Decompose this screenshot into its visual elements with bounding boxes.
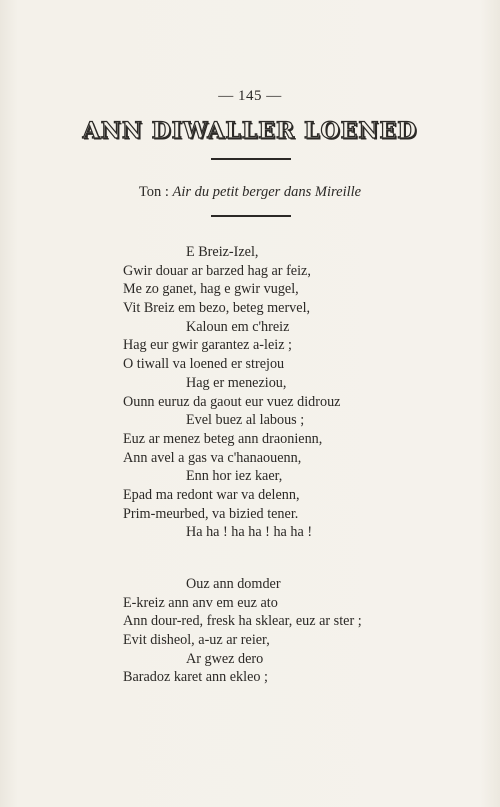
tune-rule [211,215,291,217]
poem-line: Ouz ann domder [186,576,281,592]
poem-line: Evit disheol, a-uz ar reier, [123,632,270,649]
poem-line: Ann avel a gas va c'hanaouenn, [123,449,302,466]
poem-line: E-kreiz ann anv em euz ato [123,594,278,611]
poem-line: Ar gwez dero [186,650,264,667]
poem-line: Ann dour-red, fresk ha sklear, euz ar ster ; [123,613,362,630]
title-rule [211,158,291,160]
poem-line: Baradoz karet ann ekleo ; [123,669,268,686]
poem-line: E Breiz-Izel, [186,244,259,260]
poem-line: Kaloun em c'hreiz [186,318,290,335]
page-number: — 145 — [218,88,282,104]
verse-1 [0,243,500,542]
poem-line: Prim-meurbed, va bizied tener. [123,505,299,522]
poem-line: Euz ar menez beteg ann draonienn, [123,430,323,447]
poem-line: Hag er meneziou, [186,374,287,391]
poem-line: Ha ha ! ha ha ! ha ha ! [186,524,313,541]
poem-line: Vit Breiz em bezo, beteg mervel, [123,300,311,317]
poem-line: Gwir douar ar barzed hag ar feiz, [123,262,311,279]
poem-title: ANN DIWALLER LOENED [82,118,418,144]
verse-2 [0,575,500,687]
tune-air: Air du petit berger dans Mireille [172,184,362,200]
tune-line [0,184,500,201]
poem-line: Hag eur gwir garantez a-leiz ; [123,337,292,354]
tune-label: Ton : [138,184,173,200]
poem-line: Me zo ganet, hag e gwir vugel, [123,281,299,298]
poem-line: Epad ma redont war va delenn, [123,486,300,503]
poem-line: O tiwall va loened er strejou [123,356,285,373]
poem-line: Evel buez al labous ; [186,412,305,429]
poem-line: Ounn euruz da gaout eur vuez didrouz [123,393,341,410]
poem-line: Enn hor iez kaer, [186,468,283,485]
